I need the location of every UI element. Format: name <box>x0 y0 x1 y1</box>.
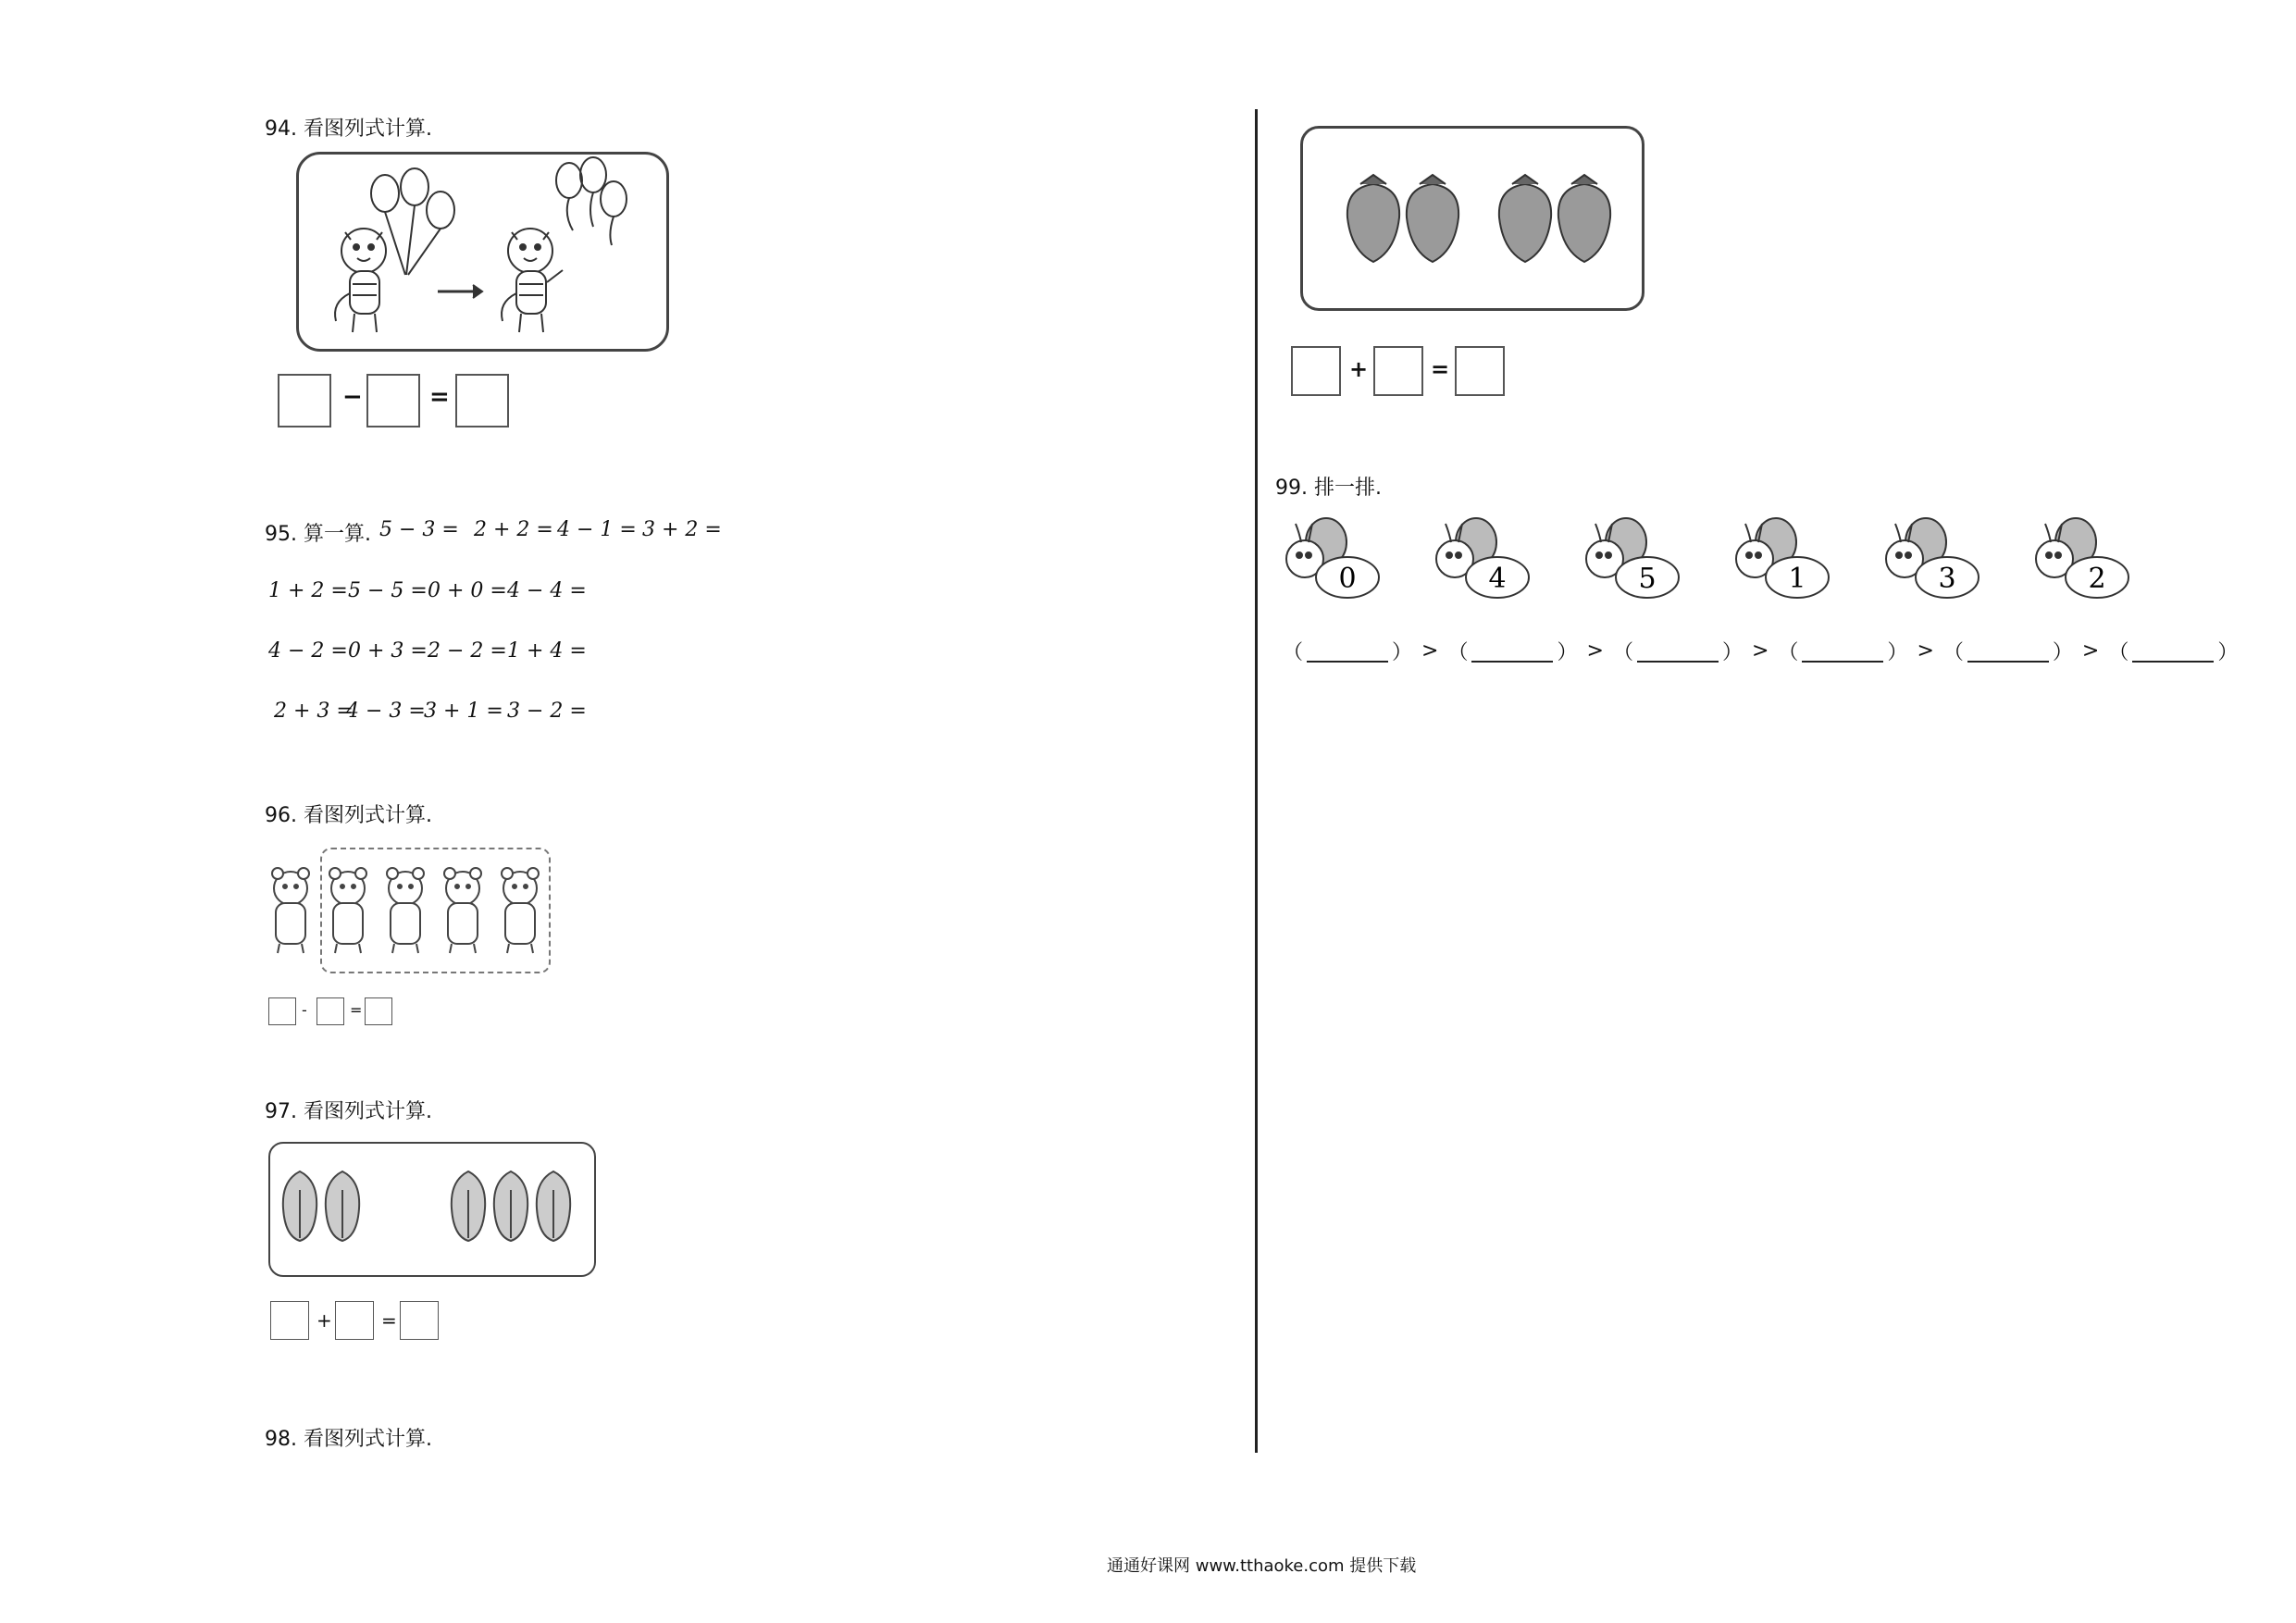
q95-row3-item4: 1 + 4 = <box>507 639 587 663</box>
q99-blank-6[interactable] <box>2132 640 2214 663</box>
q98-answer-box-3[interactable] <box>1455 346 1505 396</box>
q99-bee-number-5: 2 <box>2088 563 2106 595</box>
q95-row3-item2: 0 + 3 = <box>348 639 428 663</box>
q94-answer-box-2[interactable] <box>366 374 420 427</box>
q95-title: 95. 算一算. <box>265 523 371 546</box>
q99-bee-number-4: 3 <box>1938 563 1956 595</box>
q95-row1-item1: 5 − 3 = <box>379 518 459 541</box>
q96-answer-box-1[interactable] <box>268 997 296 1025</box>
greater-than-sign: > <box>1421 639 1439 663</box>
close-paren: ） <box>1557 641 1578 664</box>
footer-text: 通通好课网 www.tthaoke.com 提供下载 <box>1107 1556 1417 1576</box>
open-paren: （ <box>1778 641 1799 664</box>
q95-row4-item3: 3 + 1 = <box>424 700 503 723</box>
q94-picture <box>296 152 669 352</box>
open-paren: （ <box>1942 641 1964 664</box>
q98-equals-sign: = <box>1431 356 1450 382</box>
q99-blank-5[interactable] <box>1967 640 2049 663</box>
q99-blank-3[interactable] <box>1637 640 1719 663</box>
q99-bee-4 <box>1875 514 1990 603</box>
q99-bee-2 <box>1575 514 1690 603</box>
open-paren: （ <box>1612 641 1633 664</box>
q96-answer-box-3[interactable] <box>365 997 392 1025</box>
q98-picture <box>1300 126 1644 311</box>
greater-than-sign: > <box>2081 639 2100 663</box>
q94-answer-box-3[interactable] <box>455 374 509 427</box>
q99-answer-row <box>1283 637 2238 665</box>
q96-title: 96. 看图列式计算. <box>265 804 432 827</box>
q99-blank-1[interactable] <box>1307 640 1388 663</box>
close-paren: ） <box>1887 641 1908 664</box>
q99-bee-number-0: 0 <box>1338 563 1357 595</box>
q95-row1-item3: 4 − 1 = <box>557 518 637 541</box>
q97-answer-box-1[interactable] <box>270 1301 309 1340</box>
q98-title: 98. 看图列式计算. <box>265 1428 432 1451</box>
q96-equals-sign: = <box>350 1001 363 1019</box>
q97-answer-box-2[interactable] <box>335 1301 374 1340</box>
close-paren: ） <box>2052 641 2073 664</box>
q95-row3-item1: 4 − 2 = <box>268 639 348 663</box>
q95-row4-item2: 4 − 3 = <box>346 700 426 723</box>
strawberry-illustration <box>1303 129 1642 308</box>
close-paren: ） <box>1721 641 1743 664</box>
q97-title: 97. 看图列式计算. <box>265 1100 432 1123</box>
q95-row1-item4: 3 + 2 = <box>642 518 722 541</box>
q97-answer-box-3[interactable] <box>400 1301 439 1340</box>
q99-title: 99. 排一排. <box>1275 477 1382 500</box>
q95-row1-item2: 2 + 2 = <box>474 518 553 541</box>
q97-picture <box>268 1142 596 1277</box>
q95-row4-item4: 3 − 2 = <box>507 700 587 723</box>
q95-row2-item2: 5 − 5 = <box>348 579 428 602</box>
open-paren: （ <box>1283 641 1304 664</box>
q98-answer-box-2[interactable] <box>1373 346 1423 396</box>
q95-row2-item3: 0 + 0 = <box>428 579 507 602</box>
open-paren: （ <box>2108 641 2129 664</box>
q96-bears-illustration <box>267 861 553 962</box>
q98-plus-sign: + <box>1349 356 1369 382</box>
q95-row2-item1: 1 + 2 = <box>268 579 348 602</box>
q99-bee-5 <box>2025 514 2140 603</box>
q94-title: 94. 看图列式计算. <box>265 118 432 141</box>
q99-blank-2[interactable] <box>1471 640 1553 663</box>
q99-bee-3 <box>1725 514 1840 603</box>
q99-bee-number-2: 5 <box>1638 563 1657 595</box>
q94-answer-box-1[interactable] <box>278 374 331 427</box>
q97-equals-sign: = <box>381 1309 397 1332</box>
q95-row3-item3: 2 − 2 = <box>428 639 507 663</box>
q95-row2-item4: 4 − 4 = <box>507 579 587 602</box>
q94-minus-sign: − <box>342 383 363 411</box>
q99-bee-1 <box>1425 514 1540 603</box>
greater-than-sign: > <box>1751 639 1769 663</box>
greater-than-sign: > <box>1586 639 1604 663</box>
q98-answer-box-1[interactable] <box>1291 346 1341 396</box>
q99-blank-4[interactable] <box>1802 640 1883 663</box>
q96-answer-box-2[interactable] <box>316 997 344 1025</box>
column-divider <box>1255 109 1258 1453</box>
q99-bee-number-3: 1 <box>1788 563 1806 595</box>
greater-than-sign: > <box>1917 639 1934 663</box>
q97-plus-sign: + <box>316 1309 332 1332</box>
close-paren: ） <box>1392 641 1413 664</box>
q94-equals-sign: = <box>429 383 450 411</box>
q99-bee-0 <box>1275 514 1390 603</box>
q99-bee-number-1: 4 <box>1488 563 1507 595</box>
open-paren: （ <box>1447 641 1469 664</box>
q95-row4-item1: 2 + 3 = <box>274 700 354 723</box>
q96-minus-sign: - <box>302 1001 307 1019</box>
close-paren: ） <box>2217 641 2239 664</box>
cabbage-illustration <box>270 1144 594 1275</box>
tiger-balloon-illustration <box>299 155 666 349</box>
